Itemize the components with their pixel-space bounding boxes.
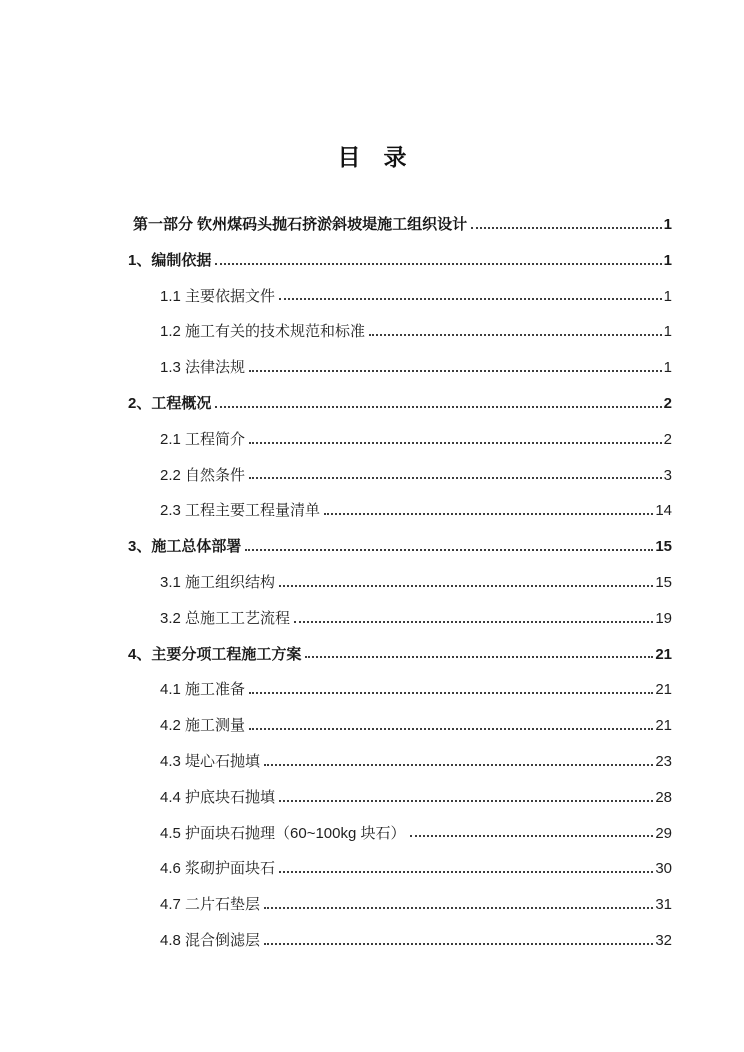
toc-entry[interactable]	[128, 412, 672, 448]
toc-leader-dots	[249, 477, 662, 479]
toc-entry-label: 4.6 浆砌护面块石	[160, 860, 276, 878]
toc-entry[interactable]	[128, 233, 672, 269]
toc-leader-dots	[249, 728, 653, 730]
toc-entry-label: 3.2 总施工工艺流程	[160, 609, 291, 627]
table-of-contents	[128, 197, 672, 949]
toc-entry[interactable]	[128, 627, 672, 663]
toc-entry-label: 4.4 护底块石抛填	[160, 788, 276, 806]
toc-leader-dots	[245, 549, 653, 551]
toc-entry[interactable]	[128, 913, 672, 949]
toc-leader-dots	[369, 334, 662, 336]
toc-entry-label: 4.1 施工准备	[160, 681, 246, 699]
toc-entry-page: 2	[663, 395, 672, 413]
toc-entry-label: 1.1 主要依据文件	[160, 287, 276, 305]
toc-leader-dots	[215, 406, 661, 408]
toc-entry-page: 28	[655, 788, 672, 806]
toc-entry-page: 21	[655, 645, 672, 663]
toc-leader-dots	[249, 442, 662, 444]
toc-entry[interactable]	[128, 841, 672, 877]
toc-entry[interactable]	[128, 591, 672, 627]
toc-leader-dots	[324, 513, 653, 515]
toc-entry-page: 1	[663, 287, 672, 305]
toc-entry[interactable]	[128, 662, 672, 698]
toc-entry[interactable]	[128, 770, 672, 806]
toc-leader-dots	[279, 585, 653, 587]
toc-entry-label: 1.3 法律法规	[160, 359, 246, 377]
toc-entry-label: 3、施工总体部署	[128, 538, 242, 556]
toc-entry-page: 29	[655, 824, 672, 842]
toc-leader-dots	[264, 907, 653, 909]
toc-entry[interactable]	[128, 483, 672, 519]
toc-entry-page: 3	[663, 466, 672, 484]
toc-entry[interactable]	[128, 197, 672, 233]
toc-entry-page: 19	[655, 609, 672, 627]
toc-leader-dots	[264, 943, 653, 945]
toc-entry[interactable]	[128, 806, 672, 842]
toc-entry-label: 第一部分 钦州煤码头抛石挤淤斜坡堤施工组织设计	[133, 216, 468, 234]
toc-entry[interactable]	[128, 519, 672, 555]
toc-entry[interactable]	[128, 340, 672, 376]
toc-leader-dots	[305, 656, 653, 658]
toc-entry[interactable]	[128, 376, 672, 412]
toc-entry-label: 4.2 施工测量	[160, 717, 246, 735]
toc-leader-dots	[294, 621, 653, 623]
toc-entry-label: 2、工程概况	[128, 395, 212, 413]
toc-leader-dots	[279, 871, 653, 873]
toc-entry-label: 2.2 自然条件	[160, 466, 246, 484]
toc-entry-label: 4.5 护面块石抛理（60~100kg 块石）	[160, 824, 406, 842]
toc-entry-page: 15	[655, 574, 672, 592]
toc-entry-page: 14	[655, 502, 672, 520]
toc-leader-dots	[264, 764, 653, 766]
toc-leader-dots	[279, 298, 662, 300]
toc-entry-label: 4、主要分项工程施工方案	[128, 645, 302, 663]
toc-entry[interactable]	[128, 734, 672, 770]
toc-entry-page: 21	[655, 681, 672, 699]
toc-entry-label: 2.3 工程主要工程量清单	[160, 502, 321, 520]
toc-entry-label: 2.1 工程简介	[160, 430, 246, 448]
toc-title: 目 录	[337, 144, 407, 170]
toc-entry-label: 4.3 堤心石抛填	[160, 753, 261, 770]
toc-leader-dots	[410, 835, 654, 837]
toc-leader-dots	[215, 263, 661, 265]
toc-entry[interactable]	[128, 555, 672, 591]
toc-entry-page: 1	[663, 359, 672, 377]
toc-entry-page: 2	[663, 430, 672, 448]
toc-entry-page: 30	[655, 860, 672, 878]
toc-leader-dots	[249, 692, 653, 694]
toc-entry-page: 21	[655, 717, 672, 735]
toc-entry[interactable]	[128, 877, 672, 913]
toc-entry-label: 4.8 混合倒滤层	[160, 931, 261, 949]
toc-leader-dots	[279, 800, 653, 802]
toc-entry[interactable]	[128, 269, 672, 305]
toc-entry-label: 4.7 二片石垫层	[160, 896, 261, 914]
toc-entry-page: 1	[663, 216, 672, 234]
toc-leader-dots	[471, 227, 661, 229]
toc-entry[interactable]	[128, 304, 672, 340]
toc-entry-page: 1	[663, 323, 672, 341]
toc-entry-page: 15	[655, 538, 672, 556]
toc-entry-label: 1、编制依据	[128, 251, 212, 269]
toc-entry-page: 1	[663, 251, 672, 269]
toc-entry-page: 32	[655, 931, 672, 949]
toc-entry-label: 3.1 施工组织结构	[160, 574, 276, 592]
toc-entry[interactable]	[128, 698, 672, 734]
toc-entry-label: 1.2 施工有关的技术规范和标准	[160, 323, 366, 341]
toc-entry[interactable]	[128, 448, 672, 484]
toc-leader-dots	[249, 370, 662, 372]
toc-entry-page: 23	[655, 753, 672, 770]
toc-entry-page: 31	[655, 896, 672, 914]
